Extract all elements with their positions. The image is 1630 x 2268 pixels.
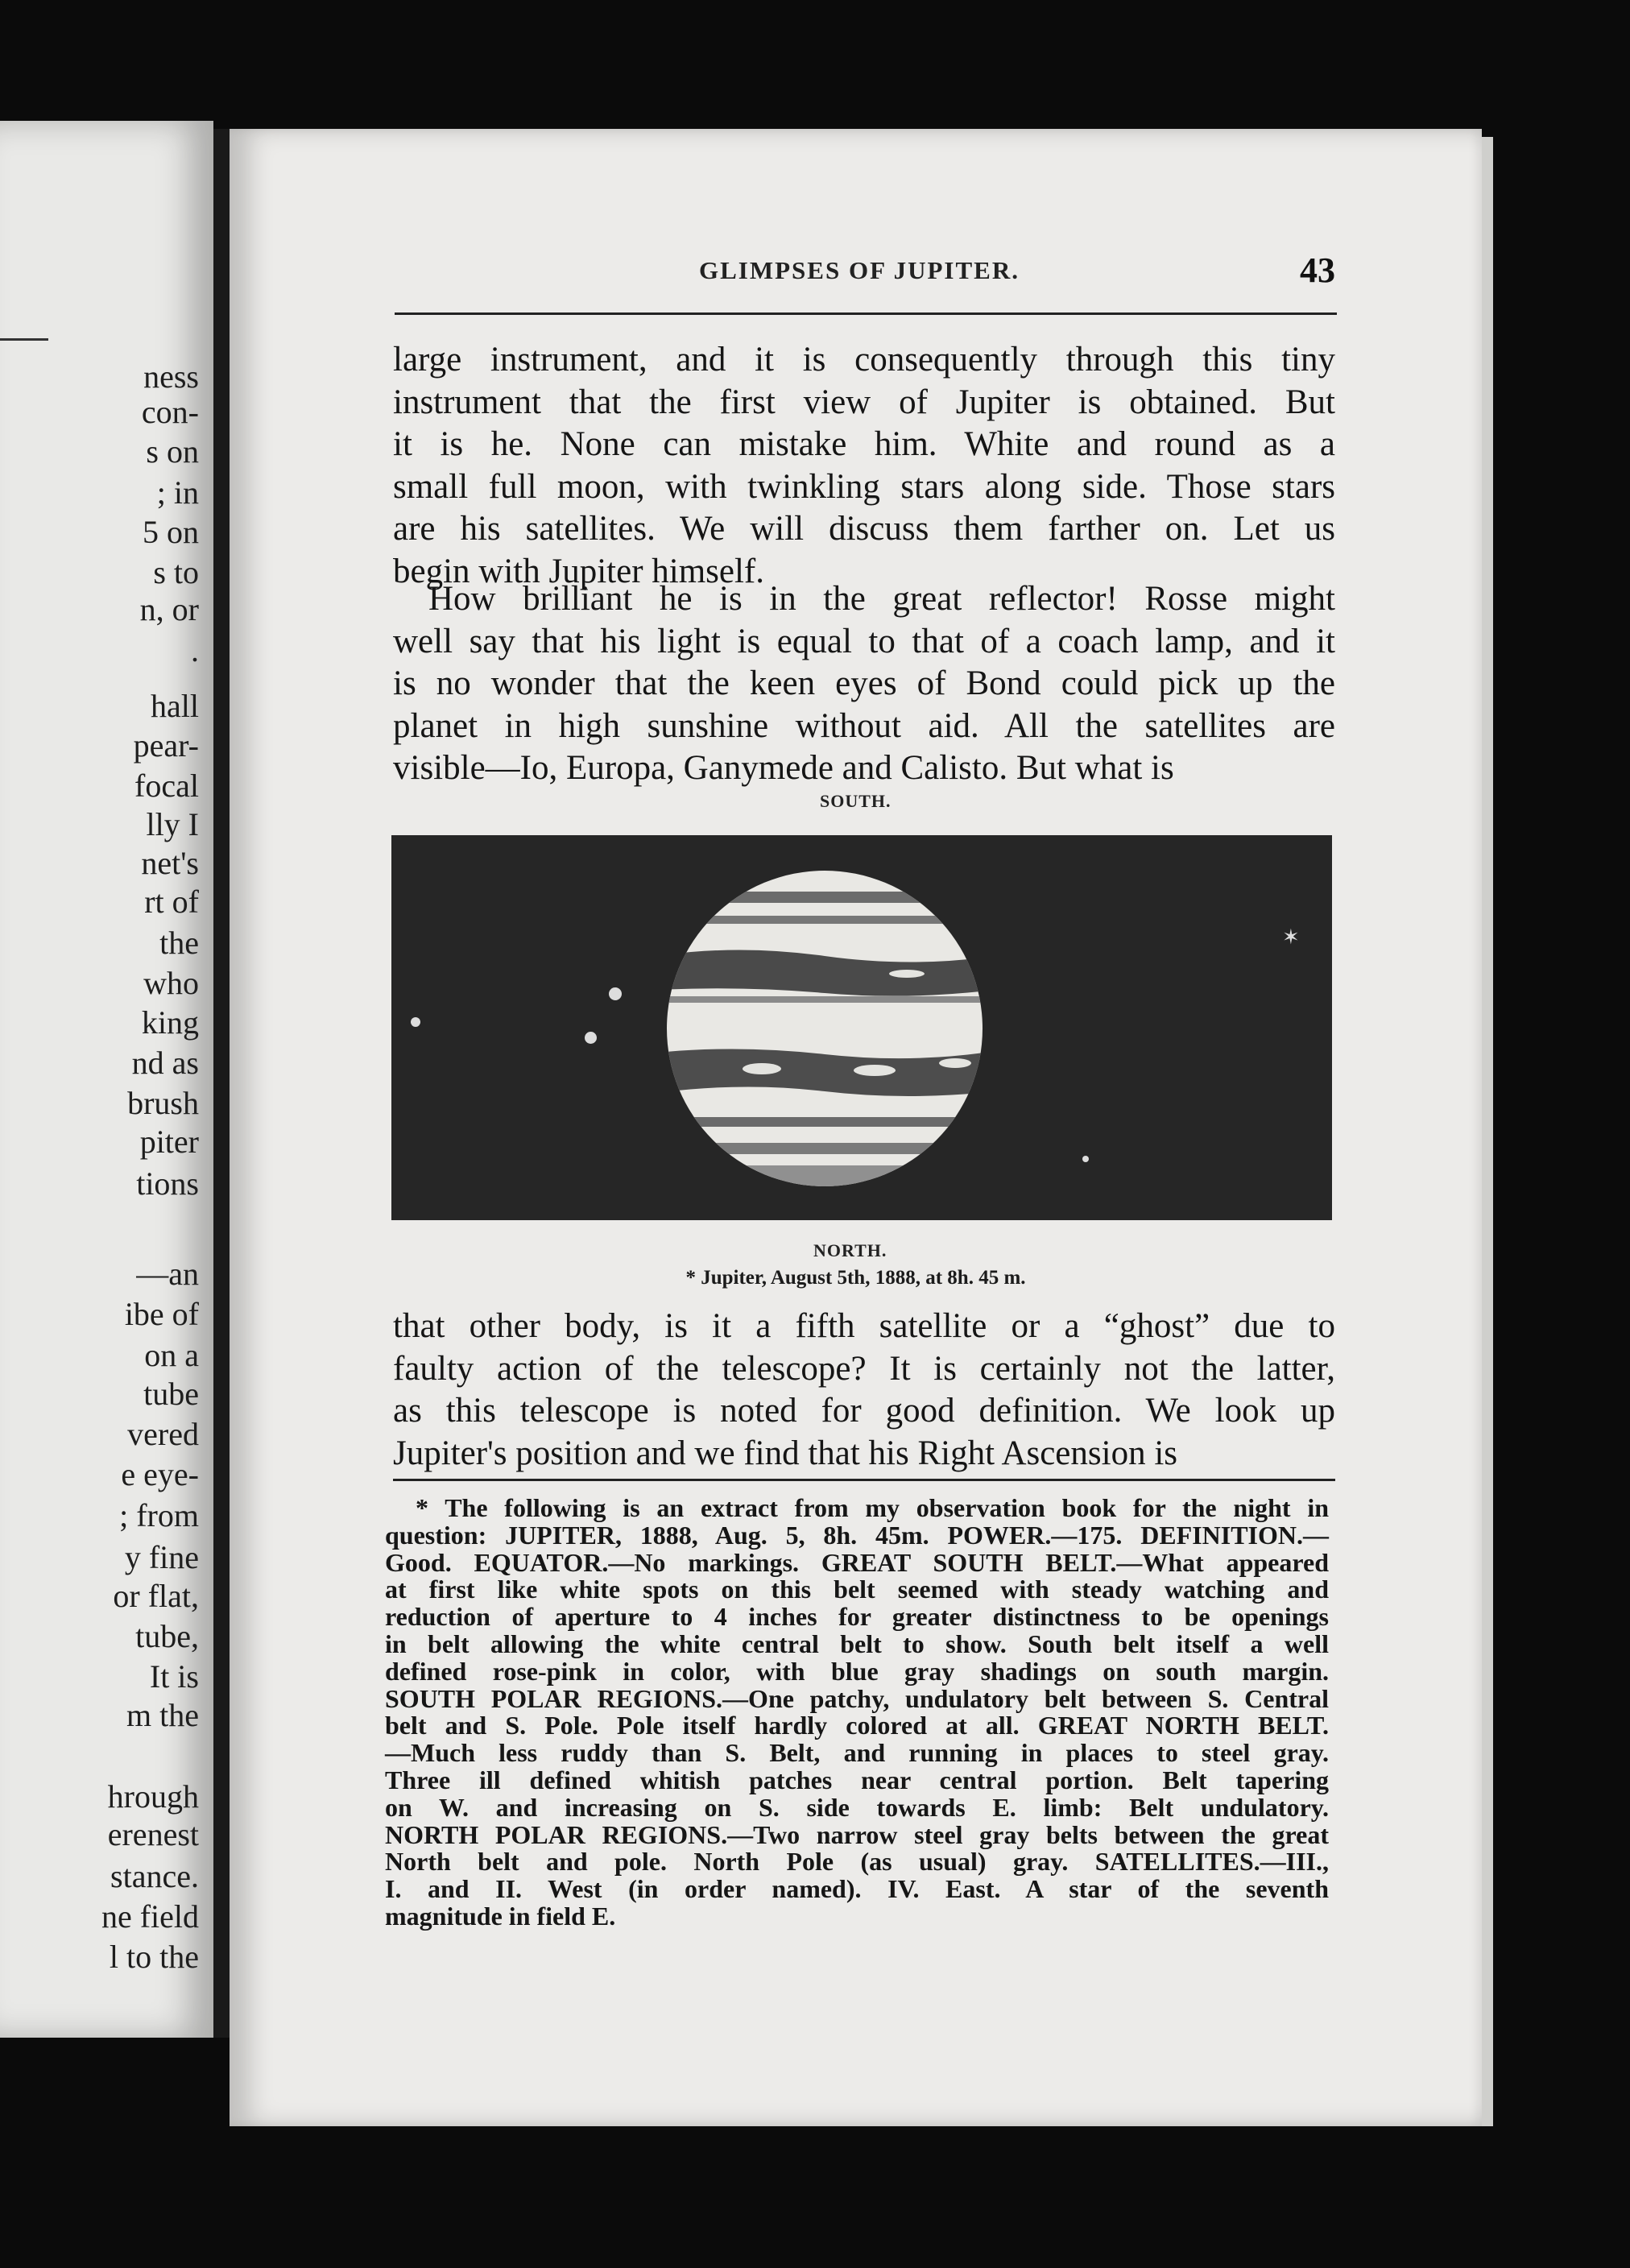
paragraph-2-line: is no wonder that the keen eyes of Bond could pick up the <box>393 664 1335 702</box>
left-page-line: s on <box>146 433 199 470</box>
left-page-line: the <box>159 925 199 961</box>
left-page-line: on a <box>144 1337 199 1373</box>
footnote-line: belt and S. Pole. Pole itself hardly colored at all. GREAT NORTH BELT. <box>385 1711 1329 1740</box>
left-page-line: nd as <box>131 1045 199 1081</box>
left-page-line: l to the <box>109 1939 199 1975</box>
left-page-line: n, or <box>139 591 199 627</box>
left-page-line: vered <box>127 1416 199 1452</box>
left-page-line: brush <box>127 1085 199 1121</box>
footnote-line: Good. EQUATOR.—No markings. GREAT SOUTH BELT.—What appeared <box>385 1547 1329 1577</box>
left-page-line: rt of <box>144 884 199 920</box>
satellite-ii <box>411 1017 420 1027</box>
left-page-line: s to <box>153 554 199 590</box>
left-page-line: net's <box>141 845 199 881</box>
jupiter-drawing <box>391 835 1332 1220</box>
paragraph-3-line: Jupiter's position and we find that his Right Ascension is <box>393 1434 1178 1472</box>
left-page-line: stance. <box>110 1858 199 1894</box>
left-page-line: erenest <box>107 1816 199 1852</box>
left-page-line: focal <box>134 768 199 804</box>
paragraph-3-line: faulty action of the telescope? It is certainly not the latter, <box>393 1349 1335 1388</box>
left-page-line: hall <box>151 688 199 724</box>
footnote-line: Three ill defined whitish patches near central portion. Belt tapering <box>385 1765 1329 1794</box>
left-page-line: ness <box>143 358 199 395</box>
footnote-line: magnitude in field E. <box>385 1902 616 1931</box>
paragraph-3-line: that other body, is it a fifth satellite or a “ghost” due to <box>393 1307 1335 1345</box>
paragraph-1-line: instrument that the first view of Jupiter is obtained. But <box>393 383 1335 421</box>
header-rule <box>395 312 1337 315</box>
paragraph-1-line: begin with Jupiter himself. <box>393 552 764 590</box>
left-page-line: who <box>143 965 199 1001</box>
footnote-line: SOUTH POLAR REGIONS.—One patchy, undulatory belt between S. Central <box>385 1683 1329 1713</box>
left-page-line: m the <box>126 1697 199 1733</box>
left-page-line: piter <box>139 1124 199 1160</box>
left-page-line: . <box>191 632 199 668</box>
figure-label-north: NORTH. <box>813 1240 887 1260</box>
left-page-line: tube, <box>135 1618 199 1654</box>
left-page-line: e eye- <box>121 1456 199 1492</box>
paragraph-2-line: planet in high sunshine without aid. All the satellites are <box>393 706 1335 745</box>
field-star-icon: ✶ <box>1282 925 1300 950</box>
left-page-line: lly I <box>146 806 199 842</box>
paragraph-1-line: are his satellites. We will discuss them farther on. Let us <box>393 510 1335 548</box>
footnote-line: in belt allowing the white central belt to show. South belt itself a well <box>385 1629 1329 1658</box>
left-page-rule <box>0 338 48 341</box>
footnote-line: * The following is an extract from my observation book for the night in <box>416 1493 1329 1522</box>
left-page-line: king <box>141 1004 199 1041</box>
page-number: 43 <box>1300 250 1335 290</box>
satellite-iv <box>1082 1156 1089 1162</box>
footnote-line: I. and II. West (in order named). IV. East. A star of the seventh <box>385 1874 1329 1904</box>
footnote-line: reduction of aperture to 4 inches for greater distinctness to be openings <box>385 1602 1329 1632</box>
paragraph-2-line: How brilliant he is in the great reflector! Rosse might <box>428 580 1335 618</box>
footnote-line: North belt and pole. North Pole (as usual) gray. SATELLITES.—III., <box>385 1847 1329 1877</box>
satellite-i <box>585 1032 597 1044</box>
left-page-line: It is <box>149 1658 199 1695</box>
left-page-line: ibe of <box>124 1296 199 1332</box>
left-page-line: hrough <box>107 1778 199 1815</box>
footnote-line: question: JUPITER, 1888, Aug. 5, 8h. 45m. POWER.—175. DEFINITION.— <box>385 1520 1329 1550</box>
footnote-line: on W. and increasing on S. side towards E. limb: Belt undulatory. <box>385 1792 1329 1822</box>
left-page-line: ; from <box>119 1497 199 1533</box>
paragraph-1-line: large instrument, and it is consequently through this tiny <box>393 341 1335 379</box>
footnote-line: NORTH POLAR REGIONS.—Two narrow steel gray belts between the great <box>385 1819 1329 1849</box>
left-page-line: 5 on <box>143 514 199 550</box>
figure-caption: * Jupiter, August 5th, 1888, at 8h. 45 m. <box>685 1267 1026 1289</box>
satellite-iii <box>609 987 622 1000</box>
footnote-line: —Much less ruddy than S. Belt, and running in places to steel gray. <box>385 1738 1329 1768</box>
left-page-line: tions <box>136 1165 199 1202</box>
paragraph-1-line: it is he. None can mistake him. White and round as a <box>393 425 1335 463</box>
left-page-line: —an <box>136 1256 199 1292</box>
left-page-line: ne field <box>101 1898 199 1935</box>
book-gutter <box>213 129 230 2038</box>
footnote-line: at first like white spots on this belt seemed with steady watching and <box>385 1575 1329 1604</box>
figure-label-south: SOUTH. <box>820 791 892 811</box>
paragraph-2-line: visible—Io, Europa, Ganymede and Calisto. But what is <box>393 749 1174 787</box>
page-edge <box>1482 137 1493 2126</box>
running-head: GLIMPSES OF JUPITER. <box>699 256 1020 284</box>
left-page-line: y fine <box>124 1539 199 1575</box>
paragraph-2-line: well say that his light is equal to that of a coach lamp, and it <box>393 622 1335 660</box>
left-page-line: pear- <box>133 727 199 764</box>
left-page-line: or flat, <box>113 1578 199 1614</box>
left-page-line: tube <box>143 1376 199 1412</box>
jupiter-illustration <box>391 835 1332 1220</box>
paragraph-1-line: small full moon, with twinkling stars along side. Those stars <box>393 467 1335 506</box>
footnote-rule <box>393 1479 1335 1481</box>
paragraph-3-line: as this telescope is noted for good definition. We look up <box>393 1392 1335 1430</box>
left-page-line: con- <box>141 394 199 430</box>
left-page-line: ; in <box>156 474 199 511</box>
footnote-line: defined rose-pink in color, with blue gray shadings on south margin. <box>385 1656 1329 1686</box>
